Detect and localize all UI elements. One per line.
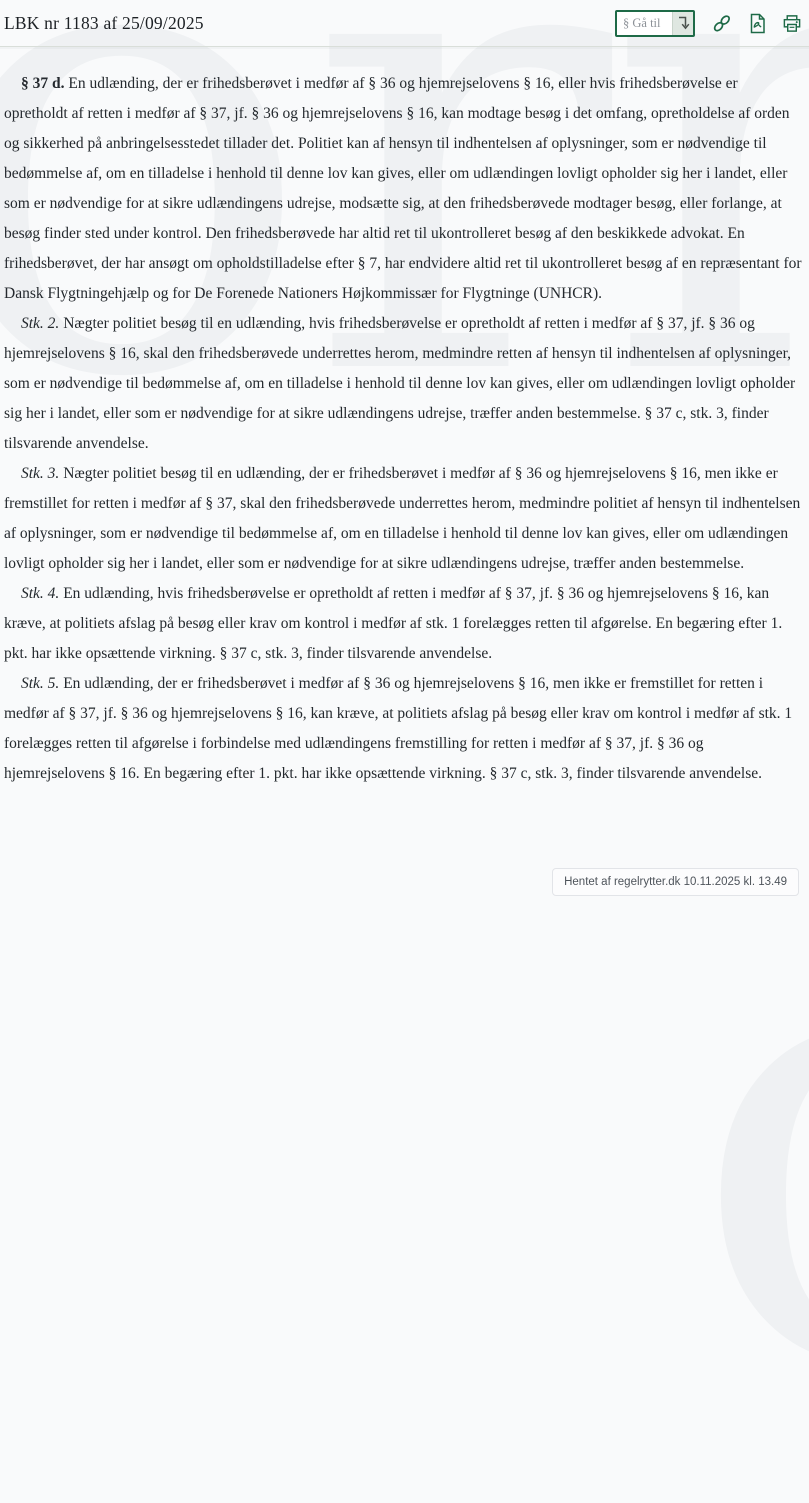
print-icon xyxy=(782,13,802,34)
paragraph-marker: Stk. 4. xyxy=(21,585,60,602)
document-title: LBK nr 1183 af 25/09/2025 xyxy=(4,12,204,33)
law-text xyxy=(0,47,809,789)
toolbar-icons xyxy=(712,13,802,33)
print-button[interactable] xyxy=(782,13,802,33)
goto-submit-button[interactable] xyxy=(672,12,693,35)
link-icon xyxy=(712,13,732,34)
paragraph-marker: Stk. 3. xyxy=(21,465,60,482)
law-paragraph: § 37 d. En udlænding, der er frihedsberøvet i medfør af § 36 og hjemrejselovens § 16, eller hvis frihedsberøvelse er opretholdt af retten i medfør af § 37, jf. § 36 og hjemrejselovens § 16, kan modtage besøg i det omfang, opretholdelse af orden og sikkerhed på anbringelsesstedet tillader det. Politiet kan af hensyn til indhentelsen af oplysninger, som er nødvendige til bedømmelse af, om en tilladelse i henhold til denne lov kan gives, eller om udlændingen lovligt opholder sig her i landet, eller som er nødvendige for at sikre udlændingens udrejse, modsætte sig, at den frihedsberøvede modtager besøg, eller forlange, at besøg finder sted under kontrol. Den frihedsberøvede har altid ret til ukontrolleret besøg af den beskikkede advokat. En frihedsberøvet, der har ansøgt om opholdstilladelse efter § 7, har endvidere altid ret til ukontrolleret besøg af en repræsentant for Dansk Flygtningehjælp og for De Forenede Nationers Højkommissær for Flygtninge (UNHCR). xyxy=(4,75,802,302)
copy-link-button[interactable] xyxy=(712,13,732,33)
download-pdf-button[interactable] xyxy=(747,13,767,33)
retrieval-stamp: Hentet af regelrytter.dk 10.11.2025 kl. 13.49 xyxy=(552,868,799,896)
law-paragraph: Stk. 2. Nægter politiet besøg til en udlænding, hvis frihedsberøvelse er opretholdt af retten i medfør af § 37, jf. § 36 og hjemrejselovens § 16, skal den frihedsberøvede underrettes herom, medmindre retten af hensyn til indhentelsen af oplysninger, som er nødvendige til bedømmelse af, om en tilladelse i henhold til denne lov kan gives, eller om udlændingen lovligt opholder sig her i landet, eller som er nødvendige for at sikre udlændingens udrejse, træffer anden bestemmelse. § 37 c, stk. 3, finder tilsvarende anvendelse. xyxy=(4,315,796,452)
law-paragraph: Stk. 5. En udlænding, der er frihedsberøvet i medfør af § 36 og hjemrejselovens § 16, men ikke er fremstillet for retten i medfør af § 37, jf. § 36 og hjemrejselovens § 16, kan kræve, at politiets afslag på besøg eller krav om kontrol i medfør af stk. 1 forelægges retten til afgørelse i forbindelse med udlændingens fremstilling for retten i medfør af § 37, jf. § 36 og hjemrejselovens § 16. En begæring efter 1. pkt. har ikke opsættende virkning. § 37 c, stk. 3, finder tilsvarende anvendelse. xyxy=(4,675,793,782)
paragraph-marker: § 37 d. xyxy=(21,75,65,92)
goto-section-input[interactable] xyxy=(617,12,672,35)
law-paragraph: Stk. 4. En udlænding, hvis frihedsberøvelse er opretholdt af retten i medfør af § 37, jf. § 36 og hjemrejselovens § 16, kan kræve, at politiets afslag på besøg eller krav om kontrol i medfør af stk. 1 forelægges retten til afgørelse. En begæring efter 1. pkt. har ikke opsættende virkning. § 37 c, stk. 3, finder tilsvarende anvendelse. xyxy=(4,585,783,662)
pdf-icon xyxy=(748,13,767,34)
background-watermark-fragment xyxy=(690,833,809,1453)
paragraph-marker: Stk. 5. xyxy=(21,675,60,692)
down-arrow-icon xyxy=(677,15,690,31)
goto-section-group xyxy=(615,10,695,37)
document-header xyxy=(0,0,809,47)
paragraph-marker: Stk. 2. xyxy=(21,315,60,332)
law-paragraph: Stk. 3. Nægter politiet besøg til en udlænding, der er frihedsberøvet i medfør af § 36 og hjemrejselovens § 16, men ikke er fremstillet for retten i medfør af § 37, skal den frihedsberøvede underrettes herom, medmindre politiet af hensyn til indhentelsen af oplysninger, som er nødvendige til bedømmelse af, om en tilladelse i henhold til denne lov kan gives, eller om udlændingen lovligt opholder sig her i landet, eller som er nødvendige for at sikre udlændingens udrejse, træffer anden bestemmelse. xyxy=(4,465,801,572)
